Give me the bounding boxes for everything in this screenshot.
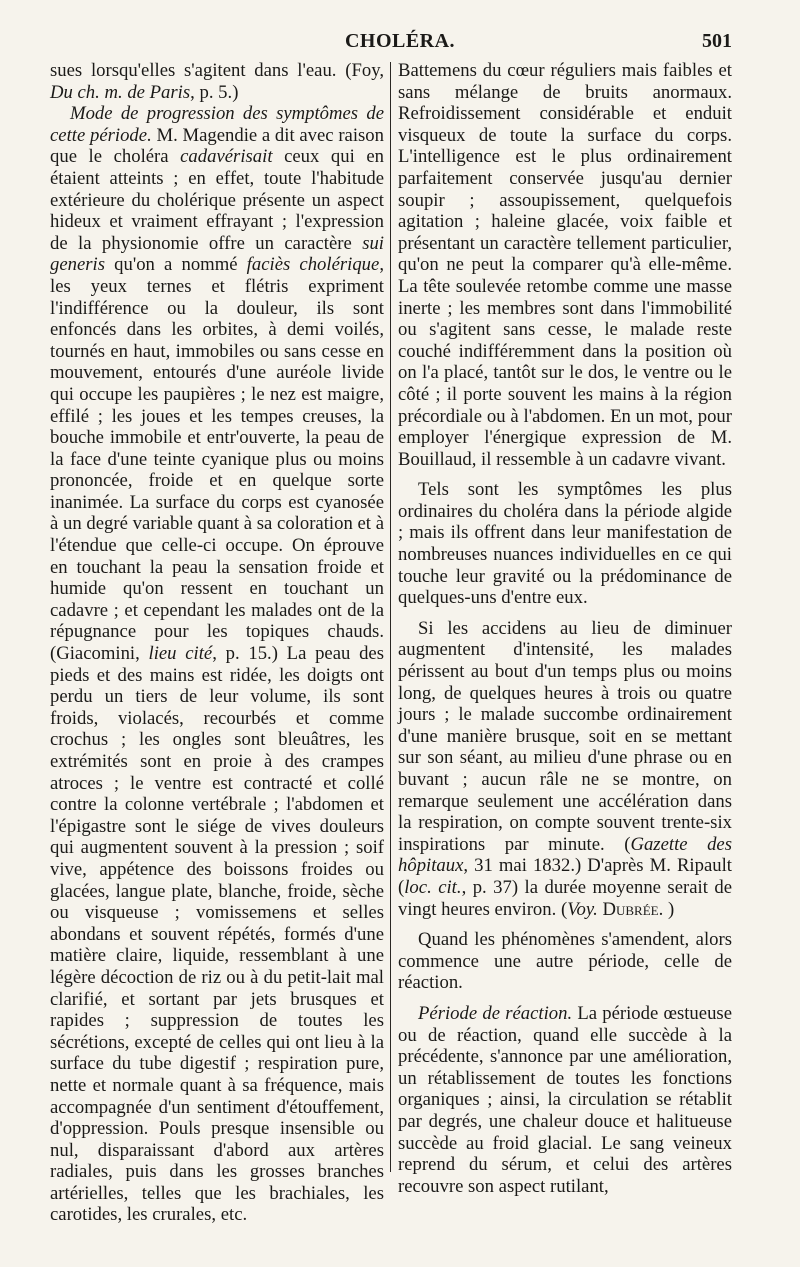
running-head [0,30,800,60]
right-column [398,60,732,1197]
left-paragraph-2: Mode de progression des symptômes de cette période. M. Magendie a dit avec raison que le choléra cadavérisait ceux qui en étaient atteints ; en effet, toute l'habitude extérieure du cholérique présente un aspect hideux et vraiment effrayant ; l'expression de la physionomie offre un caractère sui generis qu'on a nommé faciès cholérique, les yeux ternes et flétris expriment l'indifférence ou la douleur, ils sont enfoncés dans les orbites, à demi voilés, tournés en haut, immobiles ou sans cesse en mouvement, entourés d'une auréole livide qui occupe les paupières ; le nez est maigre, effilé ; les joues et les tempes creuses, la bouche immobile et entr'ouverte, la peau de la face d'une teinte cyanique plus ou moins prononcée, froide et en quelque sorte inanimée. La surface du corps est cyanosée à un degré variable quant à sa coloration et à l'étendue que celle-ci occupe. On éprouve en touchant la peau la sensation froide et humide qu'on ressent en touchant un cadavre ; et cependant les malades ont de la répugnance pour les topiques chauds. (Giacomini, lieu cité, p. 15.) La peau des pieds et des mains est ridée, les doigts ont perdu un tiers de leur volume, ils sont froids, violacés, recourbés et comme crochus ; les ongles sont bleuâtres, les extrémités sont en proie à des crampes atroces ; le ventre est contracté et collé contre la colonne vertébrale ; l'abdomen et l'épigastre sont le siége de vives douleurs qui augmentent souvent à la pression ; soif vive, appétence des boissons froides ou glacées, langue plate, blanche, froide, sèche ou visqueuse ; vomissemens et selles abondans et souvent répétés, formés d'une matière claire, liquide, ressemblant à une légère décoction de riz ou à du petit-lait mal clarifié, et sortant par jets brusques et rapides ; suppression de toutes les sécrétions, excepté de celles qui ont lieu à la surface du tube digestif ; respiration pure, nette et normale quant à sa fréquence, mais accompagnée d'un sentiment d'étouffement, d'oppression. Pouls presque insensible ou nul, disparaissant d'abord aux artères radiales, puis dans les grosses branches artérielles, telles que les brachiales, les carotides, les crurales, etc. [50,103,384,1226]
citation: Du ch. m. de Paris [50,81,191,103]
page-title: CHOLÉRA. [344,30,456,52]
section-heading-progression: Mode de progression des symptômes de cette période. [50,103,384,146]
right-paragraph-2: Tels sont les symptômes les plus ordinaires du choléra dans la période algide ; mais ils offrent dans leur manifestation de nombreuses nuances individuelles en ce qui touche leur gravité ou la prédominance de quelques-uns d'entre eux. [398,479,732,609]
left-column [50,60,384,1226]
author-name: Dubrée [602,898,659,920]
column-divider [390,62,391,1172]
right-paragraph-4: Quand les phénomènes s'amendent, alors commence une autre période, celle de réaction. [398,929,732,994]
right-paragraph-3: Si les accidens au lieu de diminuer augmentent d'intensité, les malades périssent au bout d'un temps plus ou moins long, de quelques heures à trois ou quatre jours ; le malade succombe ordinairement d'une manière brusque, soit en se mettant sur son séant, au milieu d'une phrase ou en buvant ; aucun râle ne se montre, on remarque seulement une accélération dans la respiration, on compte souvent trente-six inspirations par minute. (Gazette des hôpitaux, 31 mai 1832.) D'après M. Ripault (loc. cit., p. 37) la durée moyenne serait de vingt heures environ. (Voy. Dubrée. ) [398,617,732,920]
right-paragraph-5: Période de réaction. La période œstueuse ou de réaction, quand elle succède à la précédente, s'annonce par une amélioration, un rétablissement de toutes les fonctions organiques ; ainsi, la circulation se rétablit par degrés, une chaleur douce et halitueuse succède au froid glacial. Le sang veineux reprend du sérum, et celui des artères recouvre son aspect rutilant, [398,1002,732,1197]
section-heading-reaction: Période de réaction. [418,1002,573,1024]
right-paragraph-1: Battemens du cœur réguliers mais faibles et sans mélange de bruits anormaux. Refroidissement considérable et enduit visqueux de toute la surface du corps. L'intelligence est le plus ordinairement parfaitement conservée jusqu'au dernier soupir ; assoupissement, quelquefois agitation ; haleine glacée, voix faible et présentant un caractère tellement particulier, qu'on ne peut la comparer qu'à elle-même. La tête soulevée retombe comme une masse inerte ; les membres sont dans l'immobilité ou s'agitent sans cesse, le malade reste couché indifféremment dans la position où on l'a placé, tantôt sur le dos, le ventre ou le côté ; il porte souvent les mains à la région précordiale ou à l'abdomen. En un mot, pour employer l'énergique expression de M. Bouillaud, il ressemble à un cadavre vivant. [398,60,732,470]
page-number: 501 [702,30,732,52]
left-paragraph-1: sues lorsqu'elles s'agitent dans l'eau. (Foy, Du ch. m. de Paris, p. 5.) [50,60,384,103]
